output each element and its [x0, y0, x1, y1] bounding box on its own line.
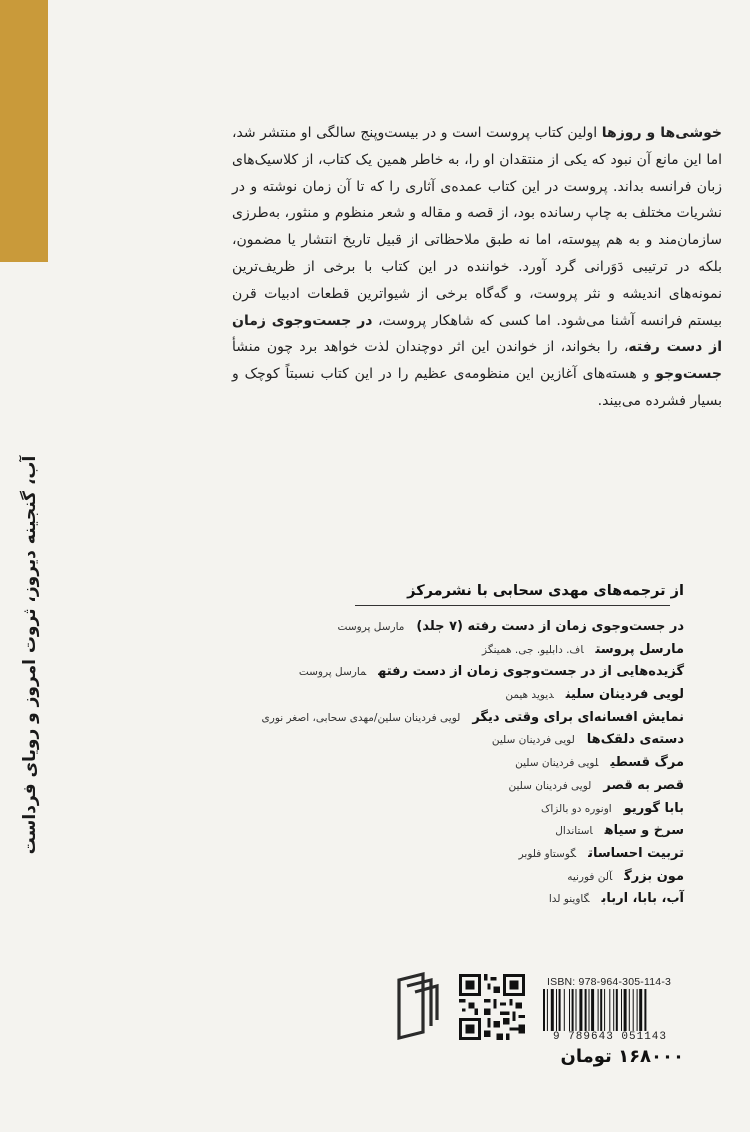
work-author: گوستاو فلوبر — [518, 847, 577, 860]
blurb-search-word: جست‌وجو — [655, 366, 722, 383]
work-title: نمایش افسانه‌ای برای وقتی دیگر — [472, 709, 684, 725]
back-cover-blurb — [232, 120, 722, 415]
list-item — [254, 796, 684, 819]
work-author: استاندال — [555, 825, 593, 838]
blurb-masterpiece-title: در جست‌وجوی زمان از دست رفته — [232, 312, 722, 356]
work-author: لویی فردینان سلین — [515, 757, 599, 770]
list-item — [254, 727, 684, 750]
list-item — [254, 705, 684, 728]
translations-list — [254, 614, 684, 909]
list-item — [254, 818, 684, 841]
spine-color-block — [0, 0, 48, 262]
work-title: گزیده‌هایی از در جست‌وجوی زمان از دست رفته — [378, 664, 684, 680]
list-item — [254, 750, 684, 773]
list-item — [254, 864, 684, 887]
work-title: لویی فردینان سلین — [565, 687, 684, 703]
work-author: اونوره دو بالزاک — [540, 802, 612, 815]
qr-code-icon — [459, 974, 525, 1040]
blurb-paragraph — [232, 120, 722, 415]
work-title: مارسل پروست — [595, 641, 684, 657]
blurb-text-2: ، را بخواند، از خواندن این اثر دوچندان لذت خواهد برد چون منشأ — [232, 339, 629, 356]
work-title: دسته‌ی دلقک‌ها — [586, 732, 684, 748]
work-author: لویی فردینان سلین — [491, 734, 575, 747]
isbn-label: ISBN: 978-964-305-114-3 — [547, 976, 672, 988]
work-title: بابا گوریو — [623, 800, 684, 816]
publisher-logo-icon — [393, 970, 441, 1042]
list-item — [254, 773, 684, 796]
work-title: مون بزرگ — [624, 868, 684, 884]
work-author: آلن فورنیه — [567, 870, 613, 883]
list-item — [254, 682, 684, 705]
work-title: مرگ قسطی — [610, 755, 684, 771]
work-author: اف. دابلیو. جی. همینگز — [482, 643, 584, 656]
list-item — [254, 614, 684, 637]
spine-title: آب، گنجینه دیروز، ثروت امروز و رویای فرداست — [20, 455, 40, 855]
work-author: لویی فردینان سلین — [508, 779, 592, 792]
work-title: تربیت احساسات — [588, 845, 684, 861]
work-author: گاوینو لدا — [548, 893, 590, 906]
blurb-text-3: و هسته‌های آغازین این منظومه‌ی عظیم را در این کتاب نسبتاً کوچک و بسیار فشرده می‌بیند. — [232, 366, 722, 409]
work-author: دیوید هیمن — [505, 689, 554, 702]
heading-divider — [355, 605, 670, 606]
work-title: قصر به قصر — [603, 777, 684, 793]
list-item — [254, 659, 684, 682]
work-title: سرخ و سیاه — [604, 823, 684, 839]
blurb-book-title: خوشی‌ها و روزها — [601, 125, 723, 141]
work-title: آب، بابا، ارباب — [601, 891, 684, 907]
work-title: در جست‌وجوی زمان از دست رفته (۷ جلد) — [416, 619, 684, 634]
list-item — [254, 886, 684, 909]
translations-heading: از ترجمه‌های مهدی سحابی با نشرمرکز — [407, 583, 684, 599]
barcode-digits: 9 789643 051143 — [539, 1031, 681, 1043]
work-author: مارسل پروست — [298, 666, 367, 679]
list-item — [254, 841, 684, 864]
list-item — [254, 637, 684, 660]
blurb-text-1: اولین کتاب پروست است و در بیست‌وپنج سالگی او منتشر شد، اما این مانع آن نبود که یکی از منتقدان او را، به خاطر همین یک کتاب، از کلاسیک‌های زبان فرانسه بداند. پروست در این کتاب عمده‌ی آثاری را که تا آن زمان نوشته و در نشریات مختلف به چاپ رسانده بود، از قصه و مقاله و شعر منظوم و منثور، به‌طرزی سازمان‌مند و به هم پیوسته، اما نه طبق ملاحظاتی از قبیل تاریخ انتشار یا مضمون، بلکه در ترتیبی دَوَرانی گرد آورد. خواننده در این کتاب با برخی از ظریف‌ترین نمونه‌های اندیشه و نثر پروست، و گه‌گاه برخی از شیواترین قطعات ادبیات قرن بیستم فرانسه آشنا می‌شود. اما کسی که شاهکار پروست، — [232, 125, 723, 329]
price-label: ۱۶۸۰۰۰ تومان — [560, 1046, 684, 1067]
work-author: مارسل پروست — [337, 621, 405, 633]
work-author: لویی فردینان سلین/مهدی سحابی، اصغر نوری — [261, 711, 461, 724]
